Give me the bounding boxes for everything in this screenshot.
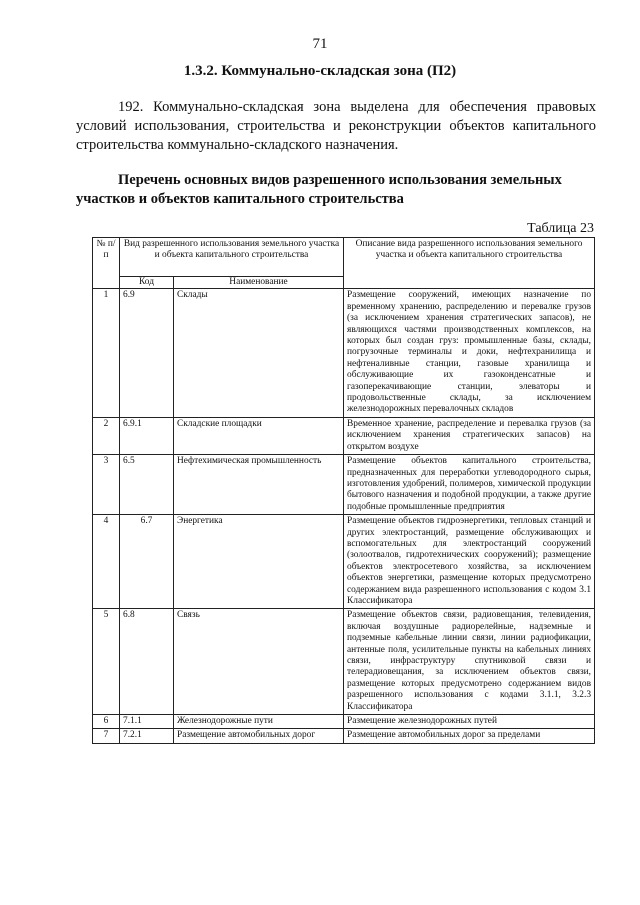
row-number: 2 — [93, 417, 120, 454]
row-code: 7.2.1 — [120, 729, 174, 743]
table-row — [93, 715, 595, 729]
header-type-group: Вид разрешенного использования земельного участка и объекта капитального строительства — [120, 238, 344, 277]
row-code: 6.9.1 — [120, 417, 174, 454]
row-number: 4 — [93, 515, 120, 609]
header-number: № п/п — [93, 238, 120, 289]
row-name: Нефтехимическая промышленность — [174, 455, 344, 515]
row-code: 6.5 — [120, 455, 174, 515]
row-description: Размещение железнодорожных путей — [344, 715, 595, 729]
row-name: Складские площадки — [174, 417, 344, 454]
row-number: 3 — [93, 455, 120, 515]
row-description: Размещение сооружений, имеющих назначение по временному хранению, распределению и перевалке грузов (за исключением хранения стратегических запасов), не являющихся частями производственных комплексов, на которых был создан груз: промышленные базы, склады, погрузочные терминалы и доки, нефтехранилища и нефтеналивные станции, газовые хранилища и обслуживающие их газоконденсатные и газоперекачивающие станции, элеваторы и продовольственные склады, за исключением железнодорожных перевалочных складов — [344, 289, 595, 417]
table-row — [93, 289, 595, 417]
table-caption: Таблица 23 — [527, 221, 594, 236]
table-row — [93, 729, 595, 743]
row-description: Размещение автомобильных дорог за пределами — [344, 729, 595, 743]
section-paragraph: 192. Коммунально-складская зона выделена для обеспечения правовых условий использования, строительства и реконструкции объектов капитального строительства коммунально-складского назначения. — [76, 99, 596, 153]
page-number: 71 — [312, 36, 328, 52]
permitted-use-table — [92, 237, 595, 744]
row-number: 5 — [93, 609, 120, 715]
row-code: 6.7 — [120, 515, 174, 609]
row-number: 1 — [93, 289, 120, 417]
table-row — [93, 417, 595, 454]
row-name: Энергетика — [174, 515, 344, 609]
header-code: Код — [120, 277, 174, 289]
row-number: 7 — [93, 729, 120, 743]
row-name: Размещение автомобильных дорог — [174, 729, 344, 743]
row-code: 6.8 — [120, 609, 174, 715]
header-name: Наименование — [174, 277, 344, 289]
table-row — [93, 455, 595, 515]
section-title: 1.3.2. Коммунально-складская зона (П2) — [183, 63, 457, 79]
row-description: Размещение объектов гидроэнергетики, тепловых станций и других электростанций, размещение обслуживающих и вспомогательных для электростанций сооружений (золоотвалов, гидротехнических сооружений); размещение объектов электросетевого хозяйства, за исключением объектов энергетики, размещение которых предусмотрено содержанием вида разрешенного использования с кодом 3.1 Классификатора — [344, 515, 595, 609]
header-description: Описание вида разрешенного использования земельного участка и объекта капитального строительства — [344, 238, 595, 289]
row-name: Связь — [174, 609, 344, 715]
row-description: Размещение объектов капитального строительства, предназначенных для переработки углеводородного сырья, изготовления удобрений, полимеров, химической продукции бытового назначения и подобной продукции, а также другие подобные промышленные предприятия — [344, 455, 595, 515]
row-code: 7.1.1 — [120, 715, 174, 729]
row-description: Временное хранение, распределение и перевалка грузов (за исключением хранения стратегических запасов) на открытом воздухе — [344, 417, 595, 454]
list-heading: Перечень основных видов разрешенного использования земельных участков и объектов капитального строительства — [76, 172, 562, 207]
row-name: Склады — [174, 289, 344, 417]
row-description: Размещение объектов связи, радиовещания, телевидения, включая воздушные радиорелейные, надземные и подземные кабельные линии связи, линии радиофикации, антенные поля, усилительные пункты на кабельных линиях связи, инфраструктуру спутниковой связи и телерадиовещания, за исключением объектов связи, размещение которых предусмотрено содержанием видов разрешенного использования с кодами 3.1.1, 3.2.3 Классификатора — [344, 609, 595, 715]
table-row — [93, 515, 595, 609]
row-name: Железнодорожные пути — [174, 715, 344, 729]
row-number: 6 — [93, 715, 120, 729]
table-row — [93, 609, 595, 715]
row-code: 6.9 — [120, 289, 174, 417]
